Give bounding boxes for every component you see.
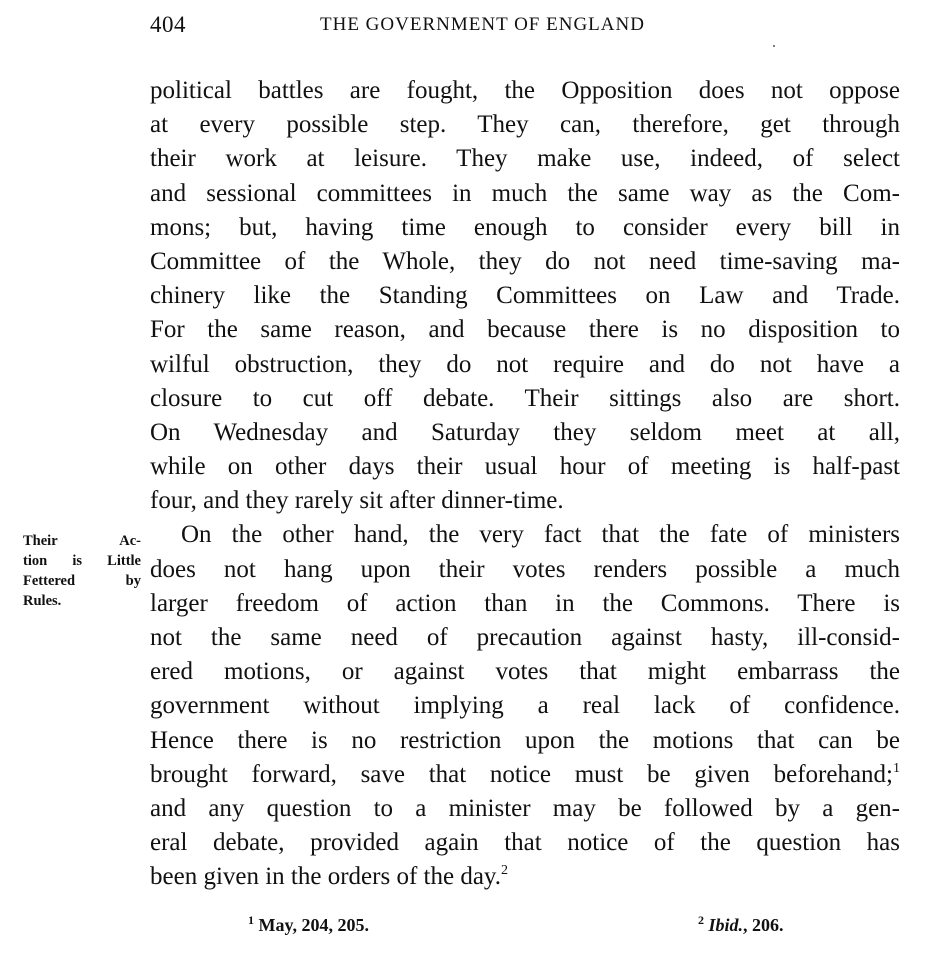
footnote-source: Ibid.: [708, 915, 744, 935]
text-line: larger freedom of action than in the Commons. There is: [150, 589, 900, 617]
marginal-note-line: Fettered by: [23, 573, 141, 589]
text-line: and any question to a minister may be followed by a gen-: [150, 794, 900, 822]
text-line: mons; but, having time enough to consider every bill in: [150, 213, 900, 241]
text-line: ered motions, or against votes that might embarrass the: [150, 658, 900, 686]
footnote-marker: 2: [698, 913, 704, 927]
text-line: at every possible step. They can, therefore, get through: [150, 111, 900, 139]
page-header: [150, 12, 900, 42]
footnote-text: , 206.: [743, 915, 784, 935]
running-title: THE GOVERNMENT OF ENGLAND: [320, 14, 645, 35]
marginal-note-line: Rules.: [23, 593, 62, 609]
text-line: chinery like the Standing Committees on Law and Trade.: [150, 282, 900, 310]
text-line: wilful obstruction, they do not require and do not have a: [150, 350, 900, 378]
text-line: On Wednesday and Saturday they seldom meet at all,: [150, 418, 900, 446]
body-text: [150, 74, 900, 895]
text-line: Hence there is no restriction upon the motions that can be: [150, 726, 900, 754]
text-line-content: brought forward, save that notice must be given beforehand;: [150, 760, 893, 788]
text-line: [150, 860, 900, 894]
text-line: and sessional committees in much the same way as the Com-: [150, 179, 900, 207]
text-line: their work at leisure. They make use, indeed, of select: [150, 145, 900, 173]
text-line: government without implying a real lack of confidence.: [150, 692, 900, 720]
footnote-ref-2: 2: [501, 863, 509, 879]
text-line: four, and they rarely sit after dinner-time.: [150, 487, 564, 515]
footnote-1: [248, 915, 369, 936]
text-line: not the same need of precaution against hasty, ill-consid-: [150, 624, 900, 651]
print-speck: [773, 45, 775, 47]
text-line-content: been given in the orders of the day.: [150, 863, 502, 891]
text-line: closure to cut off debate. Their sittings also are short.: [150, 384, 900, 412]
footnote-text: May, 204, 205.: [258, 915, 369, 935]
text-line: Committee of the Whole, they do not need time-saving ma-: [150, 247, 900, 275]
text-line: eral debate, provided again that notice of the question has: [150, 829, 900, 857]
text-line: does not hang upon their votes renders possible a much: [150, 555, 900, 583]
text-line: On the other hand, the very fact that the fate of ministers: [181, 521, 900, 549]
footnotes: [0, 915, 933, 943]
text-line: [150, 758, 900, 792]
page-number: 404: [150, 12, 186, 37]
text-line: For the same reason, and because there is no disposition to: [150, 316, 900, 344]
marginal-note: [23, 531, 141, 611]
footnote-2: [698, 915, 784, 936]
text-line: political battles are fought, the Opposition does not oppose: [150, 77, 900, 104]
marginal-note-line: Their Ac-: [23, 533, 141, 549]
marginal-note-line: tion is Little: [23, 553, 141, 569]
text-line: while on other days their usual hour of meeting is half-past: [150, 453, 900, 481]
footnote-marker: 1: [248, 913, 254, 927]
footnote-ref-1: 1: [893, 760, 900, 776]
